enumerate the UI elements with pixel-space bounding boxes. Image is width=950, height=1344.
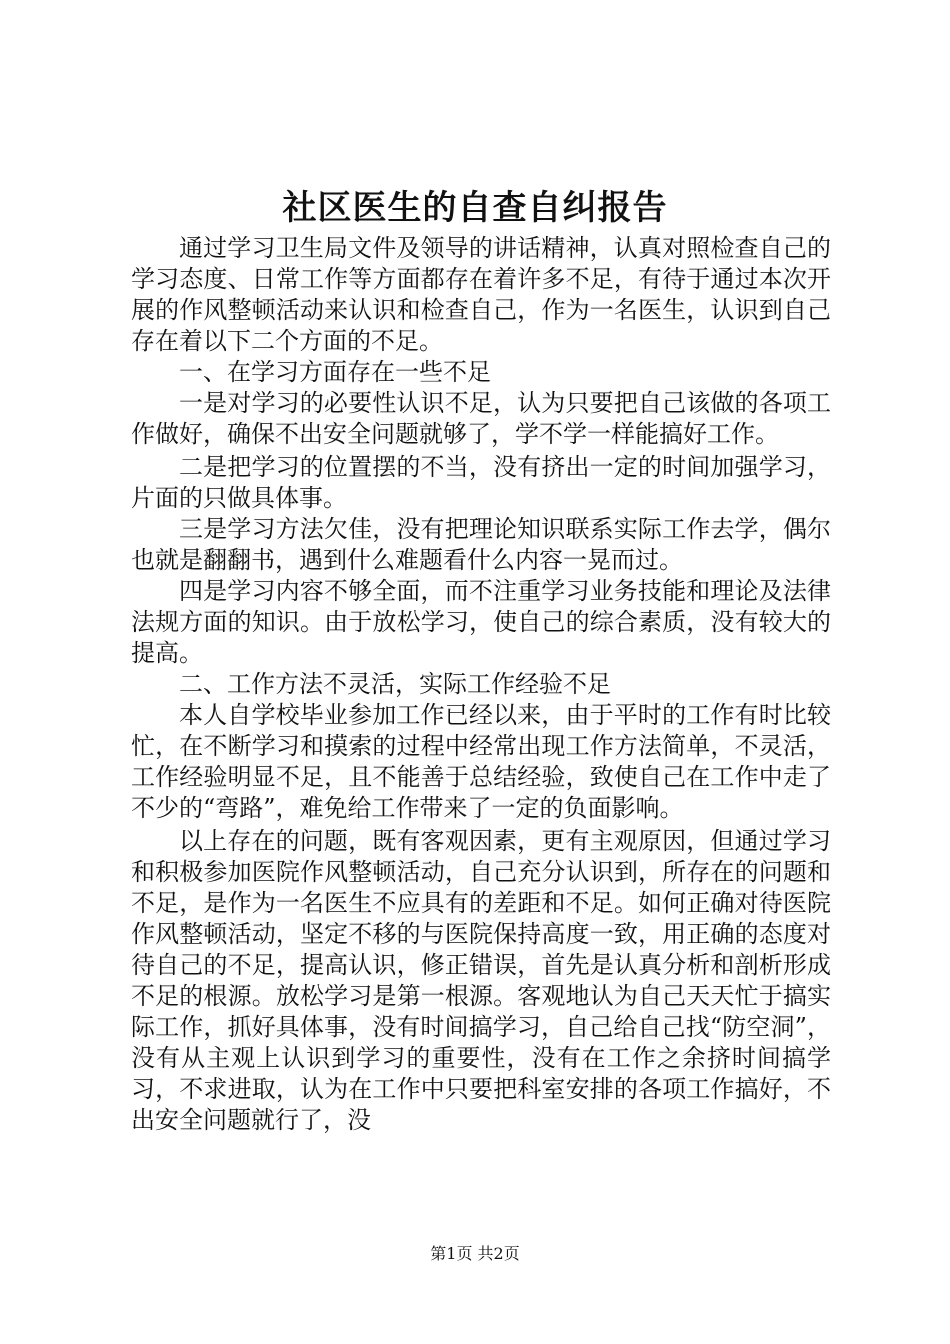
- paragraph-point-2: 二是把学习的位置摆的不当，没有挤出一定的时间加强学习，片面的只做具体事。: [131, 453, 831, 512]
- paragraph-intro: 通过学习卫生局文件及领导的讲话精神，认真对照检查自己的学习态度、日常工作等方面都存在着许多不足，有待于通过本次开展的作风整顿活动来认识和检查自己，作为一名医生，认识到自己存在着以下二个方面的不足。: [131, 234, 831, 355]
- document-title: 社区医生的自查自纠报告: [282, 188, 668, 228]
- paragraph-point-1: 一是对学习的必要性认识不足，认为只要把自己该做的各项工作做好，确保不出安全问题就够了，学不学一样能搞好工作。: [131, 389, 831, 448]
- paragraph-experience: 本人自学校毕业参加工作已经以来，由于平时的工作有时比较忙，在不断学习和摸索的过程中经常出现工作方法简单，不灵活，工作经验明显不足，且不能善于总结经验，致使自己在工作中走了不少的“弯路”，难免给工作带来了一定的负面影响。: [131, 701, 831, 822]
- paragraph-point-4: 四是学习内容不够全面，而不注重学习业务技能和理论及法律法规方面的知识。由于放松学习，使自己的综合素质，没有较大的提高。: [131, 577, 831, 667]
- section-heading-1: 一、在学习方面存在一些不足: [179, 358, 491, 386]
- document-body: [131, 233, 831, 1136]
- paragraph-point-3: 三是学习方法欠佳，没有把理论知识联系实际工作去学，偶尔也就是翻翻书，遇到什么难题看什么内容一晃而过。: [131, 515, 831, 574]
- paragraph-analysis: 以上存在的问题，既有客观因素，更有主观原因，但通过学习和积极参加医院作风整顿活动，自己充分认识到，所存在的问题和不足，是作为一名医生不应具有的差距和不足。如何正确对待医院作风整顿活动，坚定不移的与医院保持高度一致，用正确的态度对待自己的不足，提高认识，修正错误，首先是认真分析和剖析形成不足的根源。放松学习是第一根源。客观地认为自己天天忙于搞实际工作，抓好具体事，没有时间搞学习，自己给自己找“防空洞”，没有从主观上认识到学习的重要性，没有在工作之余挤时间搞学习，不求进取，认为在工作中只要把科室安排的各项工作搞好，不出安全问题就行了，没: [131, 827, 831, 1134]
- page-footer: 第1页 共2页: [430, 1244, 520, 1263]
- section-heading-2: 二、工作方法不灵活，实际工作经验不足: [179, 670, 611, 698]
